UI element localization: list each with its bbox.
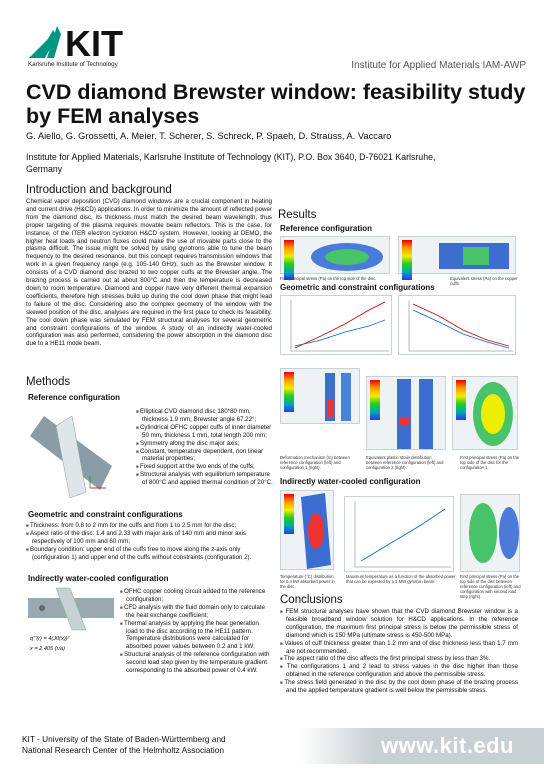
conclusions-heading: Conclusions — [280, 594, 343, 606]
temperature-figure — [280, 490, 334, 570]
second-load-stress-figure — [460, 494, 520, 572]
intro-heading: Introduction and background — [26, 184, 172, 196]
results-cool-heading: Indirectly water-cooled configuration — [280, 477, 421, 486]
footer-url[interactable]: www.kit.edu — [380, 733, 514, 758]
list-item: ■ Fixed support at the two ends of the cuffs; — [136, 463, 274, 471]
list-item: ■ Cylindrical OFHC copper cuffs of inner diameter 50 mm, thickness 1 mm, total length 200 mm; — [136, 424, 274, 440]
plastic-strain-figure — [366, 376, 446, 450]
affiliation: Institute for Applied Materials, Karlsruhe Institute of Technology (KIT), P.O. Box 3640, D-76021 Karlsruhe, Germany — [26, 152, 436, 174]
disc-stress-figure — [280, 236, 390, 274]
max-temperature-plot — [344, 496, 454, 572]
cool-caption-3: First principal stress (Pa) on the top side of the disc between reference configuration (left) and configuration with second load step (right). — [460, 574, 521, 599]
list-item: ■ Elliptical CVD diamond disc 180*80 mm, thickness 1.9 mm, Brewster angle 67.22°; — [136, 408, 274, 424]
kit-logo-text: KIT — [65, 23, 123, 60]
list-item: ■ Boundary condition: upper end of the cuffs free to move along the z-axis only (configuration 1) and upper end of the cuffs without constraints (configuration 2). — [26, 546, 272, 562]
authors: G. Aiello, G. Grossetti, A. Meier, T. Scherer, S. Schreck, P. Spaeh, D. Strauss, A. Vaccaro — [26, 131, 392, 141]
window-model-figure — [26, 406, 130, 502]
footer-line-2: National Research Center of the Helmholtz Association — [22, 745, 224, 755]
methods-cool-heading: Indirectly water-cooled configuration — [28, 574, 169, 583]
x-formula: x = 2.405 (r/a) — [30, 646, 65, 652]
ref-config-bullets — [136, 408, 274, 487]
methods-heading: Methods — [26, 376, 71, 388]
results-ref-heading: Reference configuration — [280, 224, 373, 233]
footer-affiliation — [22, 734, 226, 756]
results-geo-heading: Geometric and constraint configurations — [280, 283, 435, 292]
list-item: ■ The aspect ratio of the disc affects the first principal stress by less than 3%. — [280, 655, 518, 663]
config1-stress-figure — [452, 376, 518, 450]
footer-line-1: KIT - University of the State of Baden-Württemberg and — [22, 734, 226, 744]
list-item: ■ Structural analysis with equilibrium temperature of 800°C and applied thermal condition of 20°C. — [136, 471, 274, 487]
poster-title: CVD diamond Brewster window: feasibility study by FEM analyses — [26, 80, 526, 128]
results-heading: Results — [278, 209, 317, 221]
list-item: ■ The configurations 1 and 2 lead to stress values in the disc higher than those obtained in the reference configuration and above the permissible stress. — [280, 663, 518, 679]
institute-name: Institute for Applied Materials IAM-AWP — [351, 60, 526, 71]
deformation-figure — [280, 368, 360, 424]
geo-caption-1: Deformation mechanism (m) between reference configuration (left) and configuration 1 (right). — [280, 455, 350, 470]
kit-logo — [27, 22, 127, 60]
ref-caption-1: First principal stress (Pa) on the top side of the disc. — [280, 276, 377, 281]
list-item: ■ The stress field generated in the disc by the cool down phase of the brazing process and the applied temperature gradient is well below the permissible stress. — [280, 679, 518, 695]
conclusions-bullets — [280, 608, 518, 695]
list-item: ■ FEM structural analyses have shown that the CVD diamond Brewster window is a feasible broadband window solution for H&CD applications. In the reference configuration, the maximum first principal stress is below the permissible stress of diamond which is 150 MPa (ultimate stress is 450-500 MPa). — [280, 608, 518, 640]
cooled-config-bullets — [120, 588, 272, 675]
list-item: ■ OFHC copper cooling circuit added to the reference configuration; — [120, 588, 272, 604]
methods-ref-heading: Reference configuration — [28, 393, 121, 402]
cool-caption-2: Maximum temperature as a function of the absorbed power that can be expected by a 1 MW gyrotron beam. — [346, 574, 456, 584]
heat-formula: q'''(r) = 4(J0(x))² — [30, 636, 70, 642]
cooled-window-figure — [26, 586, 116, 632]
list-item: ■ Thermal analysis by applying the heat generation load to the disc according to the HE11 pattern. Temperature distributions were calculated for absorbed power values between 0.2 and 1 kW; — [120, 620, 272, 652]
list-item: ■ CFD analysis with the fluid domain only to calculate the heat exchange coefficient; — [120, 604, 272, 620]
cuff-stress-figure — [398, 236, 516, 274]
geo-caption-3: First principal stress (Pa) on the top side of the disc for the configuration 1. — [460, 455, 520, 470]
thickness-plot-2 — [398, 295, 516, 355]
ref-caption-2: Equivalent stress (Pa) on the copper cuffs. — [450, 276, 518, 286]
list-item: ■ Thickness: from 0.8 to 2 mm for the cuffs and from 1 to 2.5 mm for the disc; — [26, 522, 272, 530]
thickness-plot-1 — [280, 295, 392, 355]
list-item: ■ Symmetry along the disc major axis; — [136, 440, 274, 448]
list-item: ■ Values of cuff thickness greater than 1.2 mm and of disc thickness less than 1.7 mm are not recommended. — [280, 640, 518, 656]
list-item: ■ Aspect ratio of the disc: 1.4 and 2.33 with major axis of 140 mm and minor axis respectively of 100 mm and 60 mm; — [26, 530, 272, 546]
intro-text: Chemical vapor deposition (CVD) diamond windows are a crucial component in heating and current drive (H&CD) applications. In order to minimize the amount of reflected power from the diamond disc, its thickness must match the desired beam wavelength, thus proper targeting of the plasma requires movable beam reflectors. This is the case, for instance, of the ITER electron cyclotron H&CD system. However, looking at DEMO, the higher heat loads and neutron fluxes could make the use of movable parts close to the plasma difficult. The issue might be solved by using gyrotrons able to tune the beam frequency to the desired resonance, but this concept requires transmission windows that work in a given frequency range (e.g. 105-140 GHz), such as the Brewster window. It consists of a CVD diamond disc brazed to two copper cuffs at the Brewster angle. The brazing process is carried out at about 800°C and then the temperature is decreased down to room temperature. Diamond and copper have very different thermal expansion coefficients, therefore high stresses build up during the cool down phase that might lead to failure of the disc. Considering also the complex geometry of the window with the skewed position of the disc, analyses are required in the first place to check its feasibility. The cool down phase was simulated by FEM structural analyses for several geometric and constraint configurations of the window. A study of an indirectly water-cooled configuration was also performed, considering the power absorption in the diamond disc due to a HE11 mode beam. — [26, 198, 272, 348]
cool-caption-1: Temperature (°C) distribution for 0.4 kW absorbed power in the disc. — [280, 574, 335, 589]
geo-config-bullets — [26, 522, 272, 562]
list-item: ■ Constant, temperature dependent, non linear material properties; — [136, 448, 274, 464]
geo-caption-2: Equivalent plastic strain distribution between reference configuration (left) and configuration 2 (right). — [366, 455, 444, 470]
kit-logo-subtitle: Karlsruhe Institute of Technology — [28, 61, 118, 68]
methods-geo-heading: Geometric and constraint configurations — [28, 510, 183, 519]
list-item: ■ Structural analysis of the reference configuration with second load step given by the temperature gradient corresponding to the absorbed power of 0.4 kW. — [120, 651, 272, 675]
